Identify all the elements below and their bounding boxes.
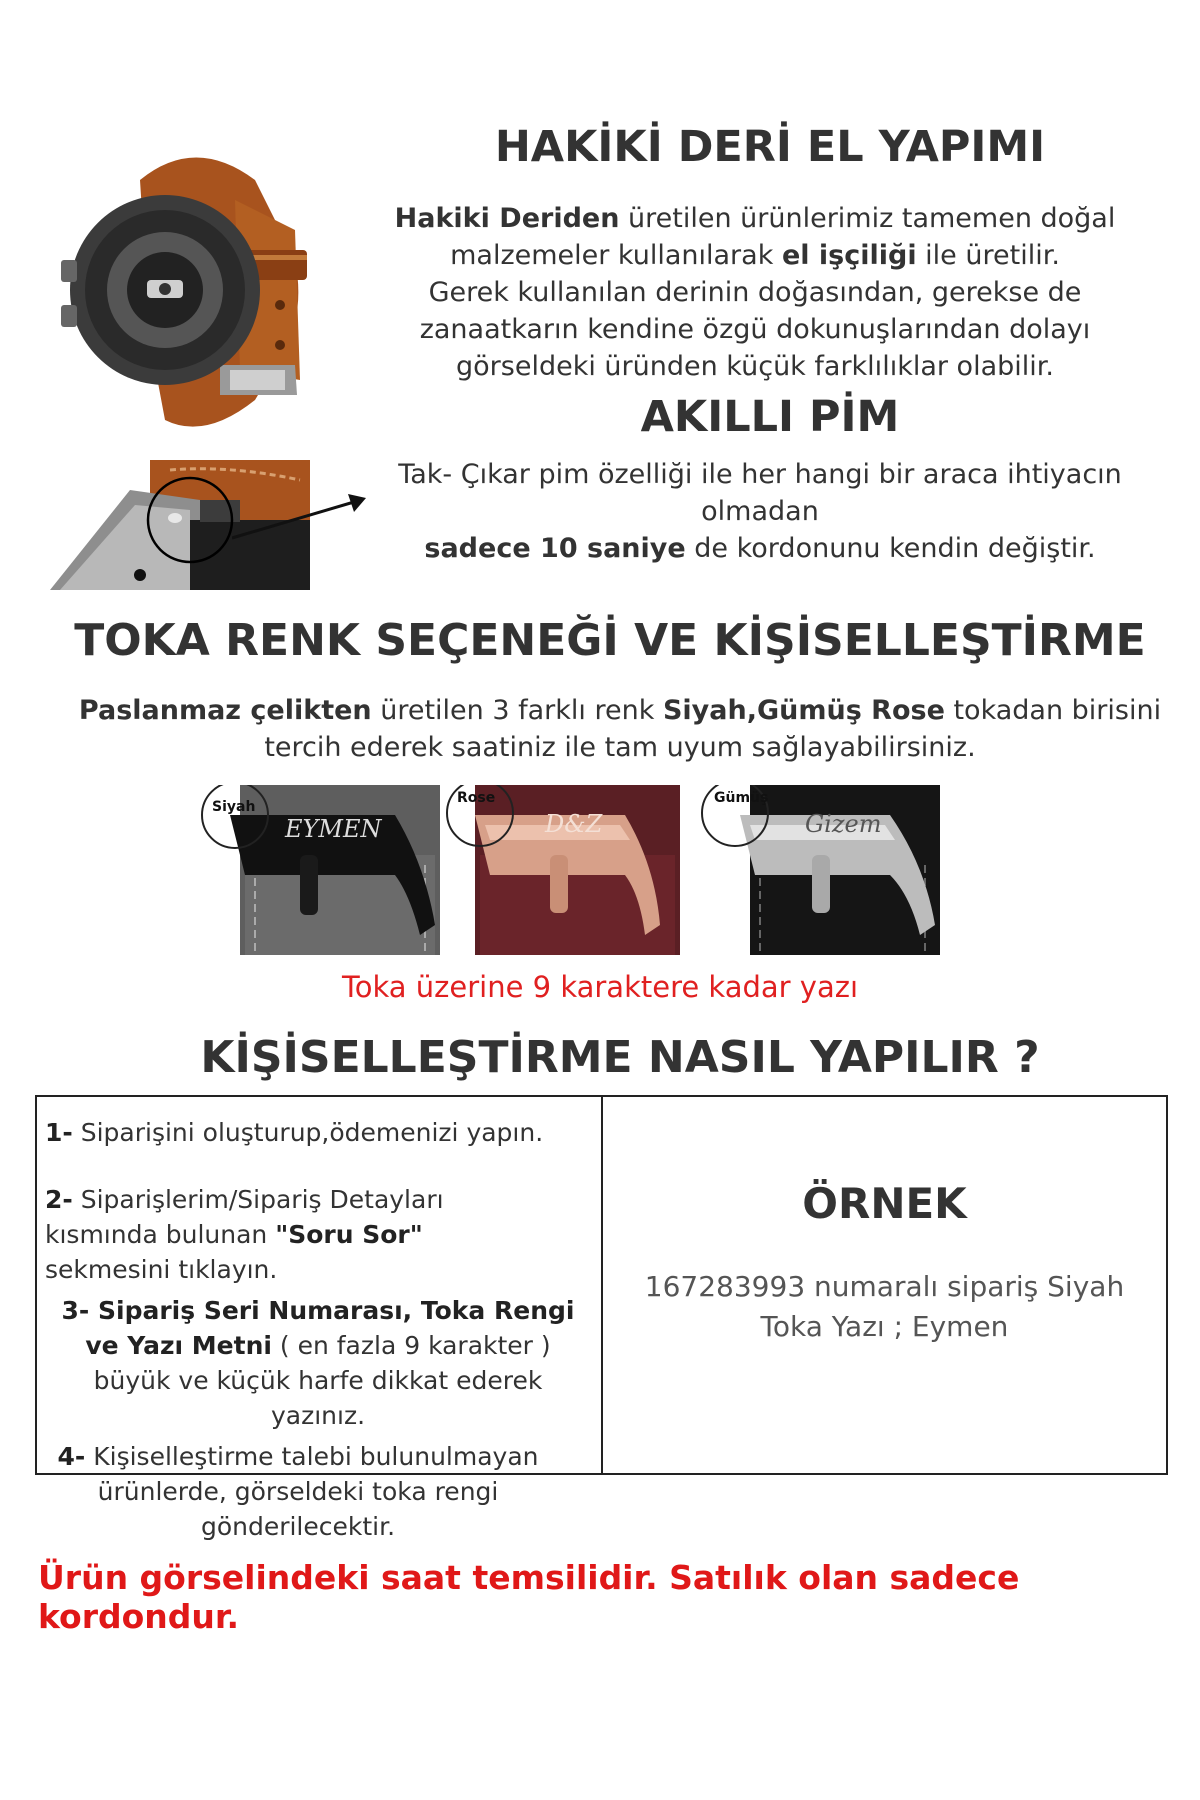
buckle-engraving-rose: D&Z bbox=[545, 810, 603, 838]
body-text: tokadan birisini tercih ederek saatiniz ile tam uyum sağlayabilirsiniz. bbox=[264, 695, 1162, 763]
step-text: Siparişini oluşturup,ödemenizi yapın. bbox=[72, 1118, 544, 1147]
section-title-smart-pin: AKILLI PİM bbox=[640, 392, 900, 442]
section-title-buckle-options: TOKA RENK SEÇENEĞİ VE KİŞİSELLEŞTİRME bbox=[74, 615, 1146, 666]
step-text: ( en fazla 9 karakter ) büyük ve küçük harfe dikkat ederek yazınız. bbox=[93, 1331, 551, 1430]
buckle-silver-image bbox=[700, 785, 945, 955]
bold-text: sadece 10 saniye bbox=[424, 533, 686, 564]
bold-text: Paslanmaz çelikten bbox=[78, 695, 372, 726]
watch-product-image bbox=[55, 140, 315, 440]
step-2 bbox=[45, 1182, 591, 1287]
step-number: 4- bbox=[57, 1442, 86, 1471]
bold-text: Siyah,Gümüş Rose bbox=[662, 695, 945, 726]
body-text: Tak- Çıkar pim özelliği ile her hangi bir araca ihtiyacın olmadan bbox=[398, 459, 1122, 527]
bold-text: el işçiliği bbox=[781, 240, 917, 271]
example-text: 167283993 numaralı sipariş Siyah Toka Yazı ; Eymen bbox=[644, 1270, 1125, 1343]
disclaimer-text: Ürün görselindeki saat temsilidir. Satılık olan sadece kordondur. bbox=[38, 1558, 1020, 1636]
section-title-how-to-personalize: KİŞİSELLEŞTİRME NASIL YAPILIR ? bbox=[200, 1032, 1040, 1083]
step-text: Siparişlerim/Sipariş Detayları kısmında bulunan bbox=[45, 1185, 444, 1249]
step-1 bbox=[45, 1115, 591, 1150]
steps-cell bbox=[37, 1097, 603, 1541]
buckle-rose-image bbox=[445, 785, 695, 955]
body-text: ile üretilir. bbox=[916, 240, 1060, 271]
example-cell bbox=[603, 1097, 1166, 1473]
body-text: de kordonunu kendin değiştir. bbox=[685, 533, 1096, 564]
buckle-options-description bbox=[40, 692, 1200, 766]
step-text: Kişiselleştirme talebi bulunulmayan ürünlerde, görseldeki toka rengi gönderilecektir. bbox=[85, 1442, 539, 1541]
body-text: üretilen ürünlerimiz tamemen doğal malzemeler kullanılarak bbox=[450, 203, 1116, 271]
buckle-black-image bbox=[200, 785, 445, 955]
buckle-engraving-black: EYMEN bbox=[285, 815, 382, 843]
example-title: ÖRNEK bbox=[802, 1179, 967, 1228]
step-3 bbox=[45, 1293, 591, 1433]
step-number: 1- bbox=[45, 1118, 73, 1147]
bold-text: "Soru Sor" bbox=[275, 1220, 423, 1249]
genuine-leather-description bbox=[360, 200, 1150, 385]
bold-text: Hakiki Deriden bbox=[394, 203, 620, 234]
buckle-label-silver: Gümüş bbox=[714, 790, 769, 806]
step-4 bbox=[45, 1439, 591, 1544]
buckle-label-black: Siyah bbox=[212, 799, 256, 815]
step-number: 2- bbox=[45, 1185, 73, 1214]
buckle-engraving-silver: Gizem bbox=[805, 810, 882, 838]
section-title-genuine-leather: HAKİKİ DERİ EL YAPIMI bbox=[494, 122, 1046, 172]
smart-pin-description bbox=[360, 456, 1160, 567]
bold-text: 3- Sipariş Seri Numarası, Toka Rengi ve Yazı Metni bbox=[61, 1296, 575, 1360]
body-text: üretilen 3 farklı renk bbox=[371, 695, 663, 726]
step-text: sekmesini tıklayın. bbox=[45, 1255, 278, 1284]
personalization-table bbox=[35, 1095, 1168, 1541]
body-text: Gerek kullanılan derinin doğasından, gerekse de zanaatkarın kendine özgü dokunuşlarından dolayı görseldeki üründen küçük farklılıklar olabilir. bbox=[419, 277, 1091, 382]
engraving-character-note: Toka üzerine 9 karaktere kadar yazı bbox=[341, 970, 859, 1004]
buckle-label-rose: Rose bbox=[457, 790, 496, 806]
arrow-icon bbox=[232, 490, 372, 550]
